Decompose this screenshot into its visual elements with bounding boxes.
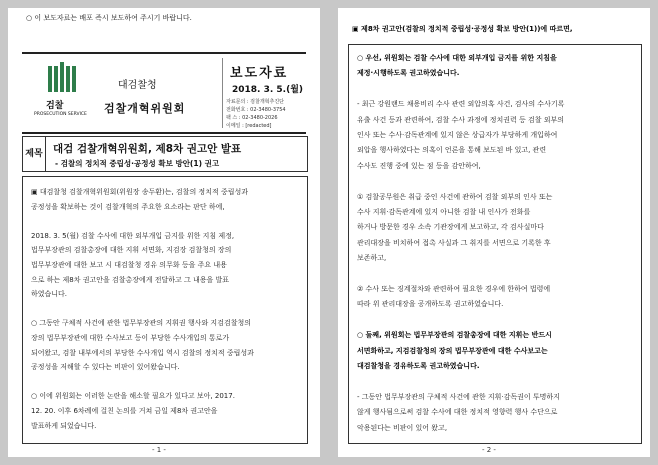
body-line: 공정성을 저해할 수 있다는 비판이 있어왔습니다. [31, 363, 180, 372]
body-line: 유출 사건 등과 관련하여, 검찰 수사 과정에 정치권력 등 검찰 외부의 [357, 115, 565, 124]
body-line: 발표하게 되었습니다. [31, 421, 97, 430]
body-line: 관리대장을 비치하여 접촉 사실과 그 취지를 서면으로 기록한 후 [357, 238, 551, 247]
body-line: 하였습니다. [31, 290, 68, 299]
document-page-2 [338, 8, 650, 457]
body-line: 수사 지휘·감독관계에 있지 아니한 검찰 내 인사가 전화를 [357, 208, 531, 216]
contact-line: 팩 스 : 02-3480-2026 [226, 115, 278, 121]
body-line: 따라 위 관리대장을 공개하도록 권고하였습니다. [357, 300, 504, 309]
body-line: 으로 하는 제8차 권고안을 검찰총장에게 전달하고 그 내용을 발표 [31, 275, 230, 284]
press-release-header [22, 52, 306, 134]
contact-line: 이메일 : [redacted] [226, 123, 272, 129]
body-line: 법무부장관에 대한 보고 시 대검찰청 경유 의무화 등을 주요 내용 [31, 261, 227, 269]
press-release-date: 2018. 3. 5.(월) [232, 85, 304, 95]
page-number: - 1 - [152, 446, 166, 454]
distribution-notice: ○ 이 보도자료는 배포 즉시 보도하여 주시기 바랍니다. [26, 14, 192, 22]
body-line: - 최근 강원랜드 채용비리 수사 관련 외압의혹 사건, 검사의 수사기록 [357, 100, 565, 109]
prosecution-logo [26, 62, 102, 126]
body-line: 법무부장관의 검찰총장에 대한 지휘 서면화, 지검장 검찰청의 장의 [31, 246, 232, 255]
body-line: 하거나 방문한 경우 소속 기관장에게 보고하고, 각 검사실마다 [357, 223, 544, 232]
body-line: 악용된다는 비판이 있어 왔고, [357, 423, 448, 432]
body-line: 12. 20. 이후 6차례에 걸친 논의를 거쳐 금일 제8차 권고안을 [31, 407, 218, 415]
recommendation-header: ▣ 제8차 권고안(검찰의 정치적 중립성·공정성 확보 방안(1))에 따르면, [352, 25, 573, 33]
body-line: ○ 우선, 위원회는 검찰 수사에 대한 외부개입 금지를 위한 지침을 [357, 54, 557, 62]
press-release-label: 보도자료 [230, 66, 289, 81]
body-line: 외압을 행사하였다는 의혹이 언론을 통해 보도된 바 있고, 관련 [357, 146, 547, 155]
body-text-box [22, 176, 308, 444]
body-line: ② 수사 또는 징계절차와 관련하여 필요한 경우에 한하여 법령에 [357, 285, 551, 293]
body-line: ▣ 대검찰청 검찰개혁위원회(위원장 송두환)는, 검찰의 정치적 중립성과 [31, 188, 248, 196]
body-line: ○ 이에 위원회는 이러한 논란을 해소할 필요가 있다고 보아, 2017. [31, 392, 235, 401]
org-name: 대검찰청 [118, 80, 157, 91]
title-main: 대검 검찰개혁위원회, 제8차 권고안 발표 [53, 143, 242, 155]
recommendation-body-box [348, 44, 642, 444]
contact-line: 전화번호 : 02-3480-3754 [226, 107, 286, 113]
body-line: 공정성을 확보하는 것이 검찰개혁의 주요한 요소라는 판단 하에, [31, 202, 225, 211]
body-line: 수사도 진행 중에 있는 점 등을 감안하여, [357, 161, 481, 170]
body-line: 보존하고, [357, 254, 387, 263]
committee-name: 검찰개혁위원회 [104, 102, 186, 115]
document-page-1 [8, 8, 320, 457]
contact-line: 자료문의 : 검찰개혁추진단 [226, 99, 284, 105]
body-line: - 그동안 법무부장관의 구체적 사건에 관한 지휘·감독권이 투명하지 [357, 392, 560, 401]
body-line: ○ 둘째, 위원회는 법무부장관의 검찰총장에 대한 지휘는 반드시 [357, 331, 552, 340]
logo-text: 검찰 [46, 101, 64, 111]
body-line: ① 검찰공무원은 취급 중인 사건에 관하여 검찰 외부의 인사 또는 [357, 192, 553, 201]
body-line: 인사 또는 수사·감독관계에 있지 않은 상급자가 부당하게 개입하여 [357, 131, 558, 139]
body-line: 않게 행사됨으로써 검찰 수사에 대한 정치적 영향력 행사 수단으로 [357, 408, 558, 417]
logo-subtext: PROSECUTION SERVICE [34, 112, 87, 117]
title-box [22, 136, 308, 172]
page-number: - 2 - [482, 446, 496, 454]
title-subtitle: - 검찰의 정치적 중립성·공정성 확보 방안(1) 권고 [55, 159, 220, 168]
body-line: 제정·시행하도록 권고하였습니다. [357, 69, 460, 78]
body-line: 2018. 3. 5(월) 검찰 수사에 대한 외부개입 금지를 위한 지침 제정, [31, 231, 235, 240]
body-line: 서면화하고, 지검검찰청의 장의 법무부장관에 대한 수사보고는 [357, 346, 548, 355]
header-divider [222, 58, 223, 128]
body-line: 장의 법무부장관에 대한 수사보고 등이 부당한 수사개입의 통로가 [31, 334, 230, 342]
body-line: 대검찰청을 경유하도록 권고하였습니다. [357, 362, 480, 370]
body-line: 되어왔고, 검찰 내부에서의 부당한 수사개입 역시 검찰의 정치적 중립성과 [31, 348, 254, 357]
title-label: 제목 [23, 137, 46, 171]
body-line: ○ 그동안 구체적 사건에 관한 법무부장관의 지휘권 행사와 지검검찰청의 [31, 319, 252, 328]
